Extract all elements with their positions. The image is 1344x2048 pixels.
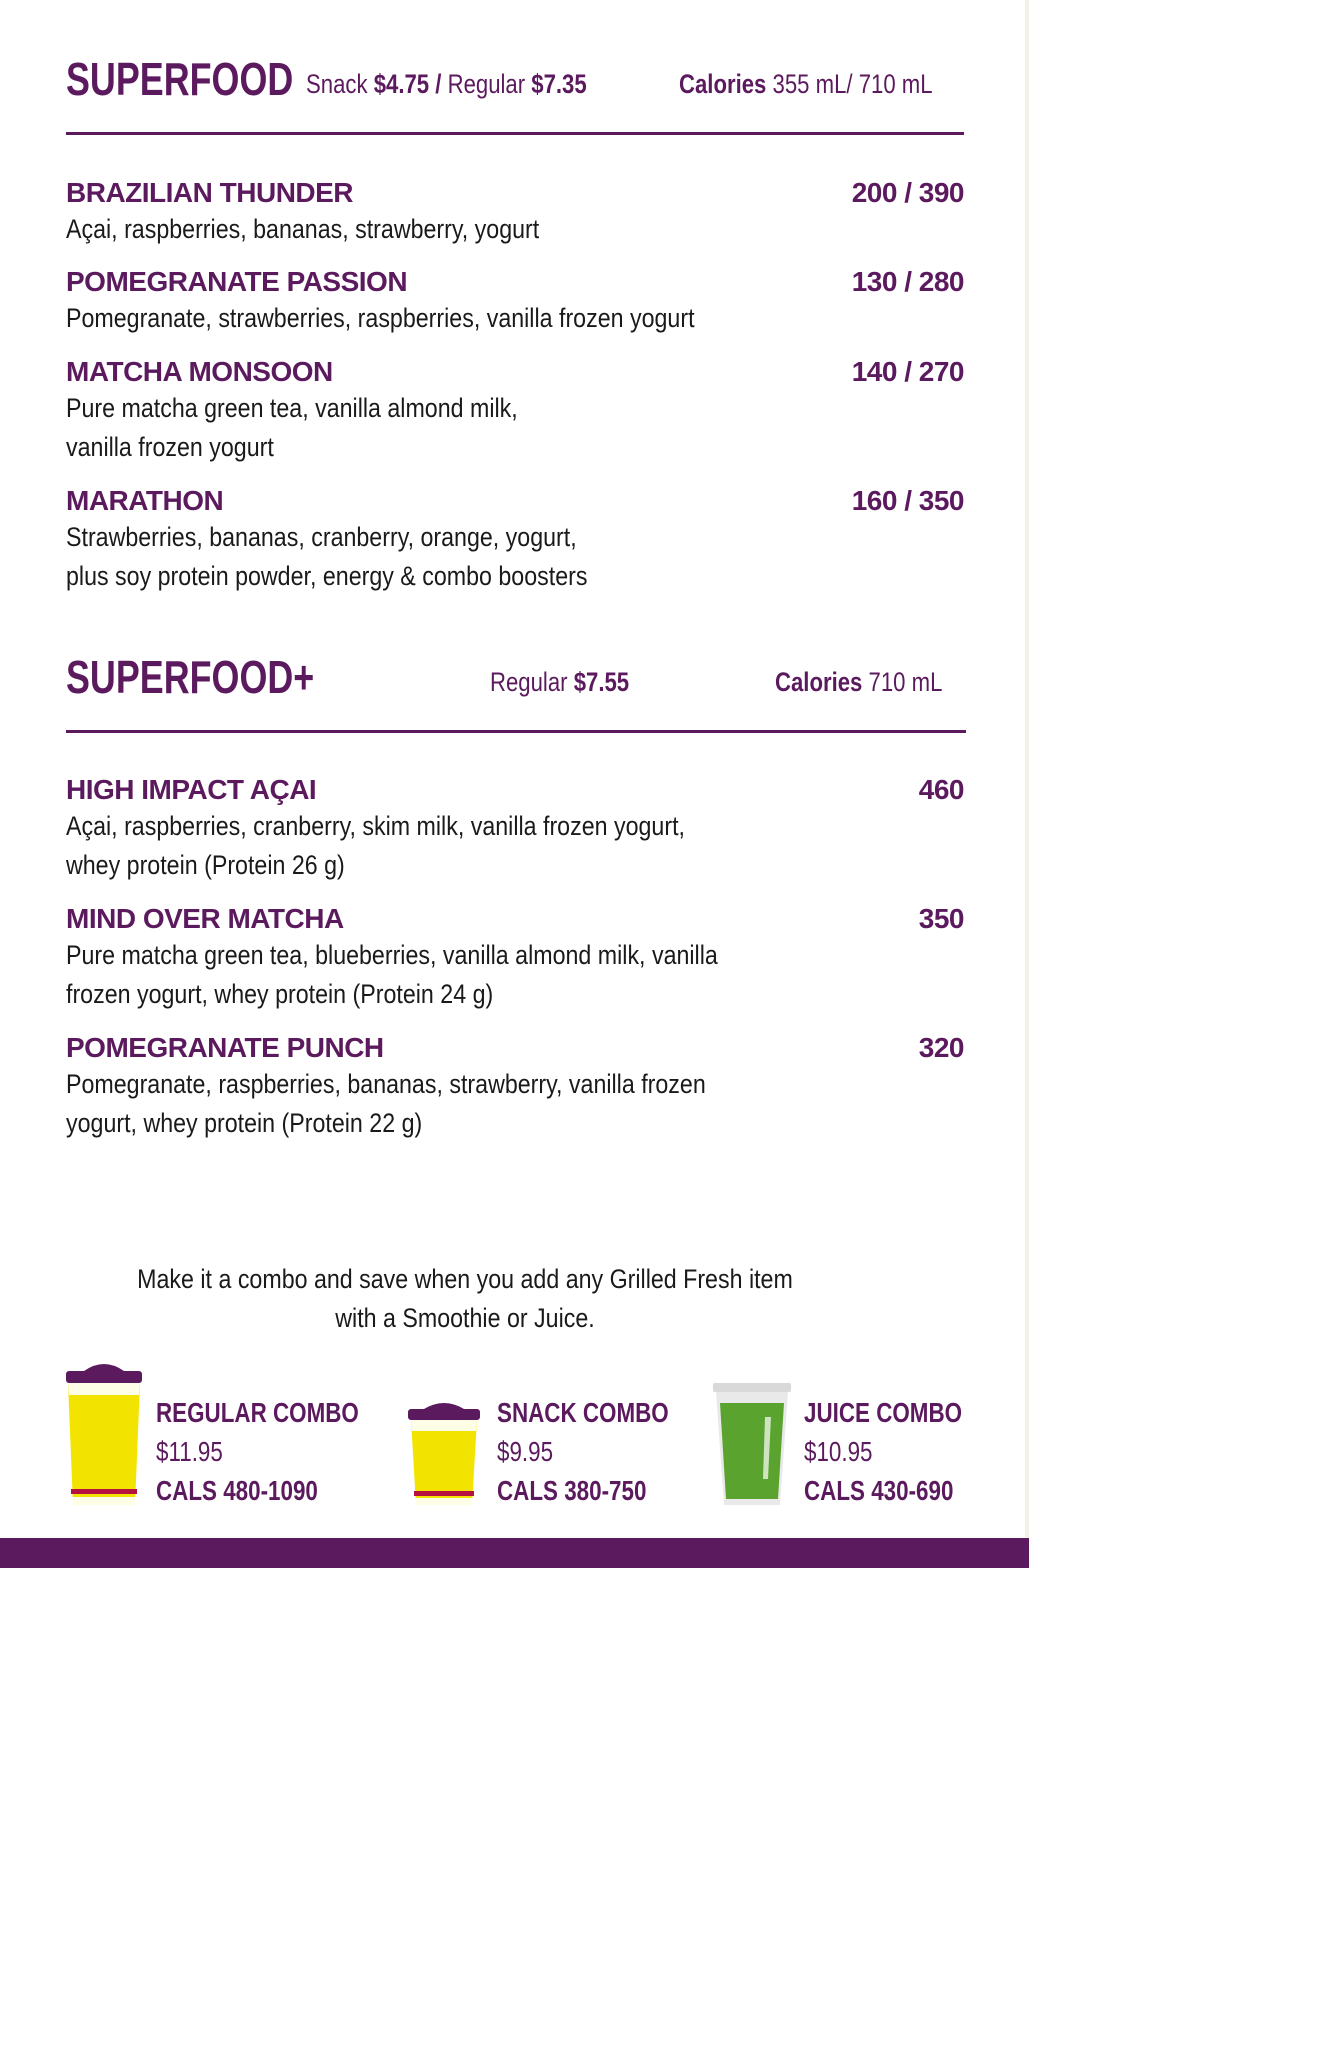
combo-text xyxy=(497,1393,669,1510)
regular-price: $7.55 xyxy=(573,667,630,697)
calories-label: Calories xyxy=(775,667,863,697)
description-line: Pomegranate, strawberries, raspberries, vanilla frozen yogurt xyxy=(66,303,695,333)
snack-price: $4.75 / xyxy=(373,69,442,99)
smoothie-cup-icon xyxy=(66,1357,142,1507)
description-line: plus soy protein powder, energy & combo boosters xyxy=(66,561,588,591)
item-calories: 320 xyxy=(918,1032,964,1063)
menu-item xyxy=(66,1031,964,1143)
description-line: Açai, raspberries, bananas, strawberry, yogurt xyxy=(66,214,540,244)
item-name: MIND OVER MATCHA xyxy=(66,903,344,934)
superfood-prices xyxy=(306,69,587,100)
combo-note-line: with a Smoothie or Juice. xyxy=(335,1303,595,1333)
combo-price: $10.95 xyxy=(804,1436,873,1467)
description-line: Pomegranate, raspberries, bananas, strawberry, vanilla frozen xyxy=(66,1069,706,1099)
bottom-bar xyxy=(0,1538,1029,1568)
combo-calories: CALS 480-1090 xyxy=(156,1475,318,1506)
item-calories: 160 / 350 xyxy=(851,485,964,516)
combo-name: SNACK COMBO xyxy=(497,1397,669,1428)
item-calories: 350 xyxy=(918,903,964,934)
combo-calories: CALS 430-690 xyxy=(804,1475,954,1506)
item-name: MARATHON xyxy=(66,485,224,516)
item-description xyxy=(66,210,926,249)
regular-price: $7.35 xyxy=(531,69,587,99)
combo-text xyxy=(156,1393,359,1510)
item-description xyxy=(66,807,926,885)
menu-item xyxy=(66,484,964,596)
item-name: HIGH IMPACT AÇAI xyxy=(66,774,317,805)
combo-note xyxy=(0,1260,930,1338)
snack-label: Snack xyxy=(306,69,368,99)
item-description xyxy=(66,518,926,596)
superfood-plus-prices xyxy=(490,667,629,698)
item-name: POMEGRANATE PUNCH xyxy=(66,1032,384,1063)
item-name: BRAZILIAN THUNDER xyxy=(66,177,354,208)
description-line: Pure matcha green tea, vanilla almond milk, xyxy=(66,393,518,423)
description-line: Açai, raspberries, cranberry, skim milk, vanilla frozen yogurt, xyxy=(66,811,685,841)
juice-cup-icon xyxy=(713,1383,791,1507)
combo-note-line: Make it a combo and save when you add any Grilled Fresh item xyxy=(137,1264,793,1294)
item-description xyxy=(66,299,926,338)
calories-label: Calories xyxy=(679,69,767,99)
item-description xyxy=(66,389,926,467)
smoothie-cup-icon xyxy=(408,1397,480,1507)
combo-name: REGULAR COMBO xyxy=(156,1397,359,1428)
combo-price: $11.95 xyxy=(156,1436,223,1467)
item-calories: 200 / 390 xyxy=(851,177,964,208)
item-name: MATCHA MONSOON xyxy=(66,356,333,387)
superfood-header xyxy=(66,50,964,110)
description-line: whey protein (Protein 26 g) xyxy=(66,850,345,880)
superfood-plus-title: SUPERFOOD+ xyxy=(66,651,315,703)
superfood-plus-divider xyxy=(66,730,966,733)
item-description xyxy=(66,1065,926,1143)
menu-item xyxy=(66,902,964,1014)
superfood-plus-calories-header xyxy=(775,667,942,698)
menu-item xyxy=(66,355,964,467)
calories-sizes: 710 mL xyxy=(868,667,943,697)
superfood-divider xyxy=(66,132,964,135)
edge-strip xyxy=(1025,0,1029,1538)
item-name: POMEGRANATE PASSION xyxy=(66,266,408,297)
item-description xyxy=(66,936,926,1014)
combo-name: JUICE COMBO xyxy=(804,1397,963,1428)
calories-sizes: 355 mL/ 710 mL xyxy=(772,69,933,99)
combo-price: $9.95 xyxy=(497,1436,554,1467)
description-line: yogurt, whey protein (Protein 22 g) xyxy=(66,1108,423,1138)
menu-item xyxy=(66,265,964,338)
item-calories: 460 xyxy=(918,774,964,805)
combo-text xyxy=(804,1393,962,1510)
superfood-calories-header xyxy=(679,69,933,100)
item-calories: 140 / 270 xyxy=(851,356,964,387)
description-line: Strawberries, bananas, cranberry, orange, yogurt, xyxy=(66,522,577,552)
superfood-title: SUPERFOOD xyxy=(66,53,294,105)
description-line: Pure matcha green tea, blueberries, vanilla almond milk, vanilla xyxy=(66,940,718,970)
menu-item xyxy=(66,773,964,885)
item-calories: 130 / 280 xyxy=(851,266,964,297)
combo-calories: CALS 380-750 xyxy=(497,1475,647,1506)
description-line: vanilla frozen yogurt xyxy=(66,432,274,462)
regular-label: Regular xyxy=(447,69,526,99)
menu-item xyxy=(66,176,964,249)
superfood-plus-header xyxy=(66,648,964,708)
description-line: frozen yogurt, whey protein (Protein 24 g) xyxy=(66,979,494,1009)
regular-label: Regular xyxy=(490,667,568,697)
